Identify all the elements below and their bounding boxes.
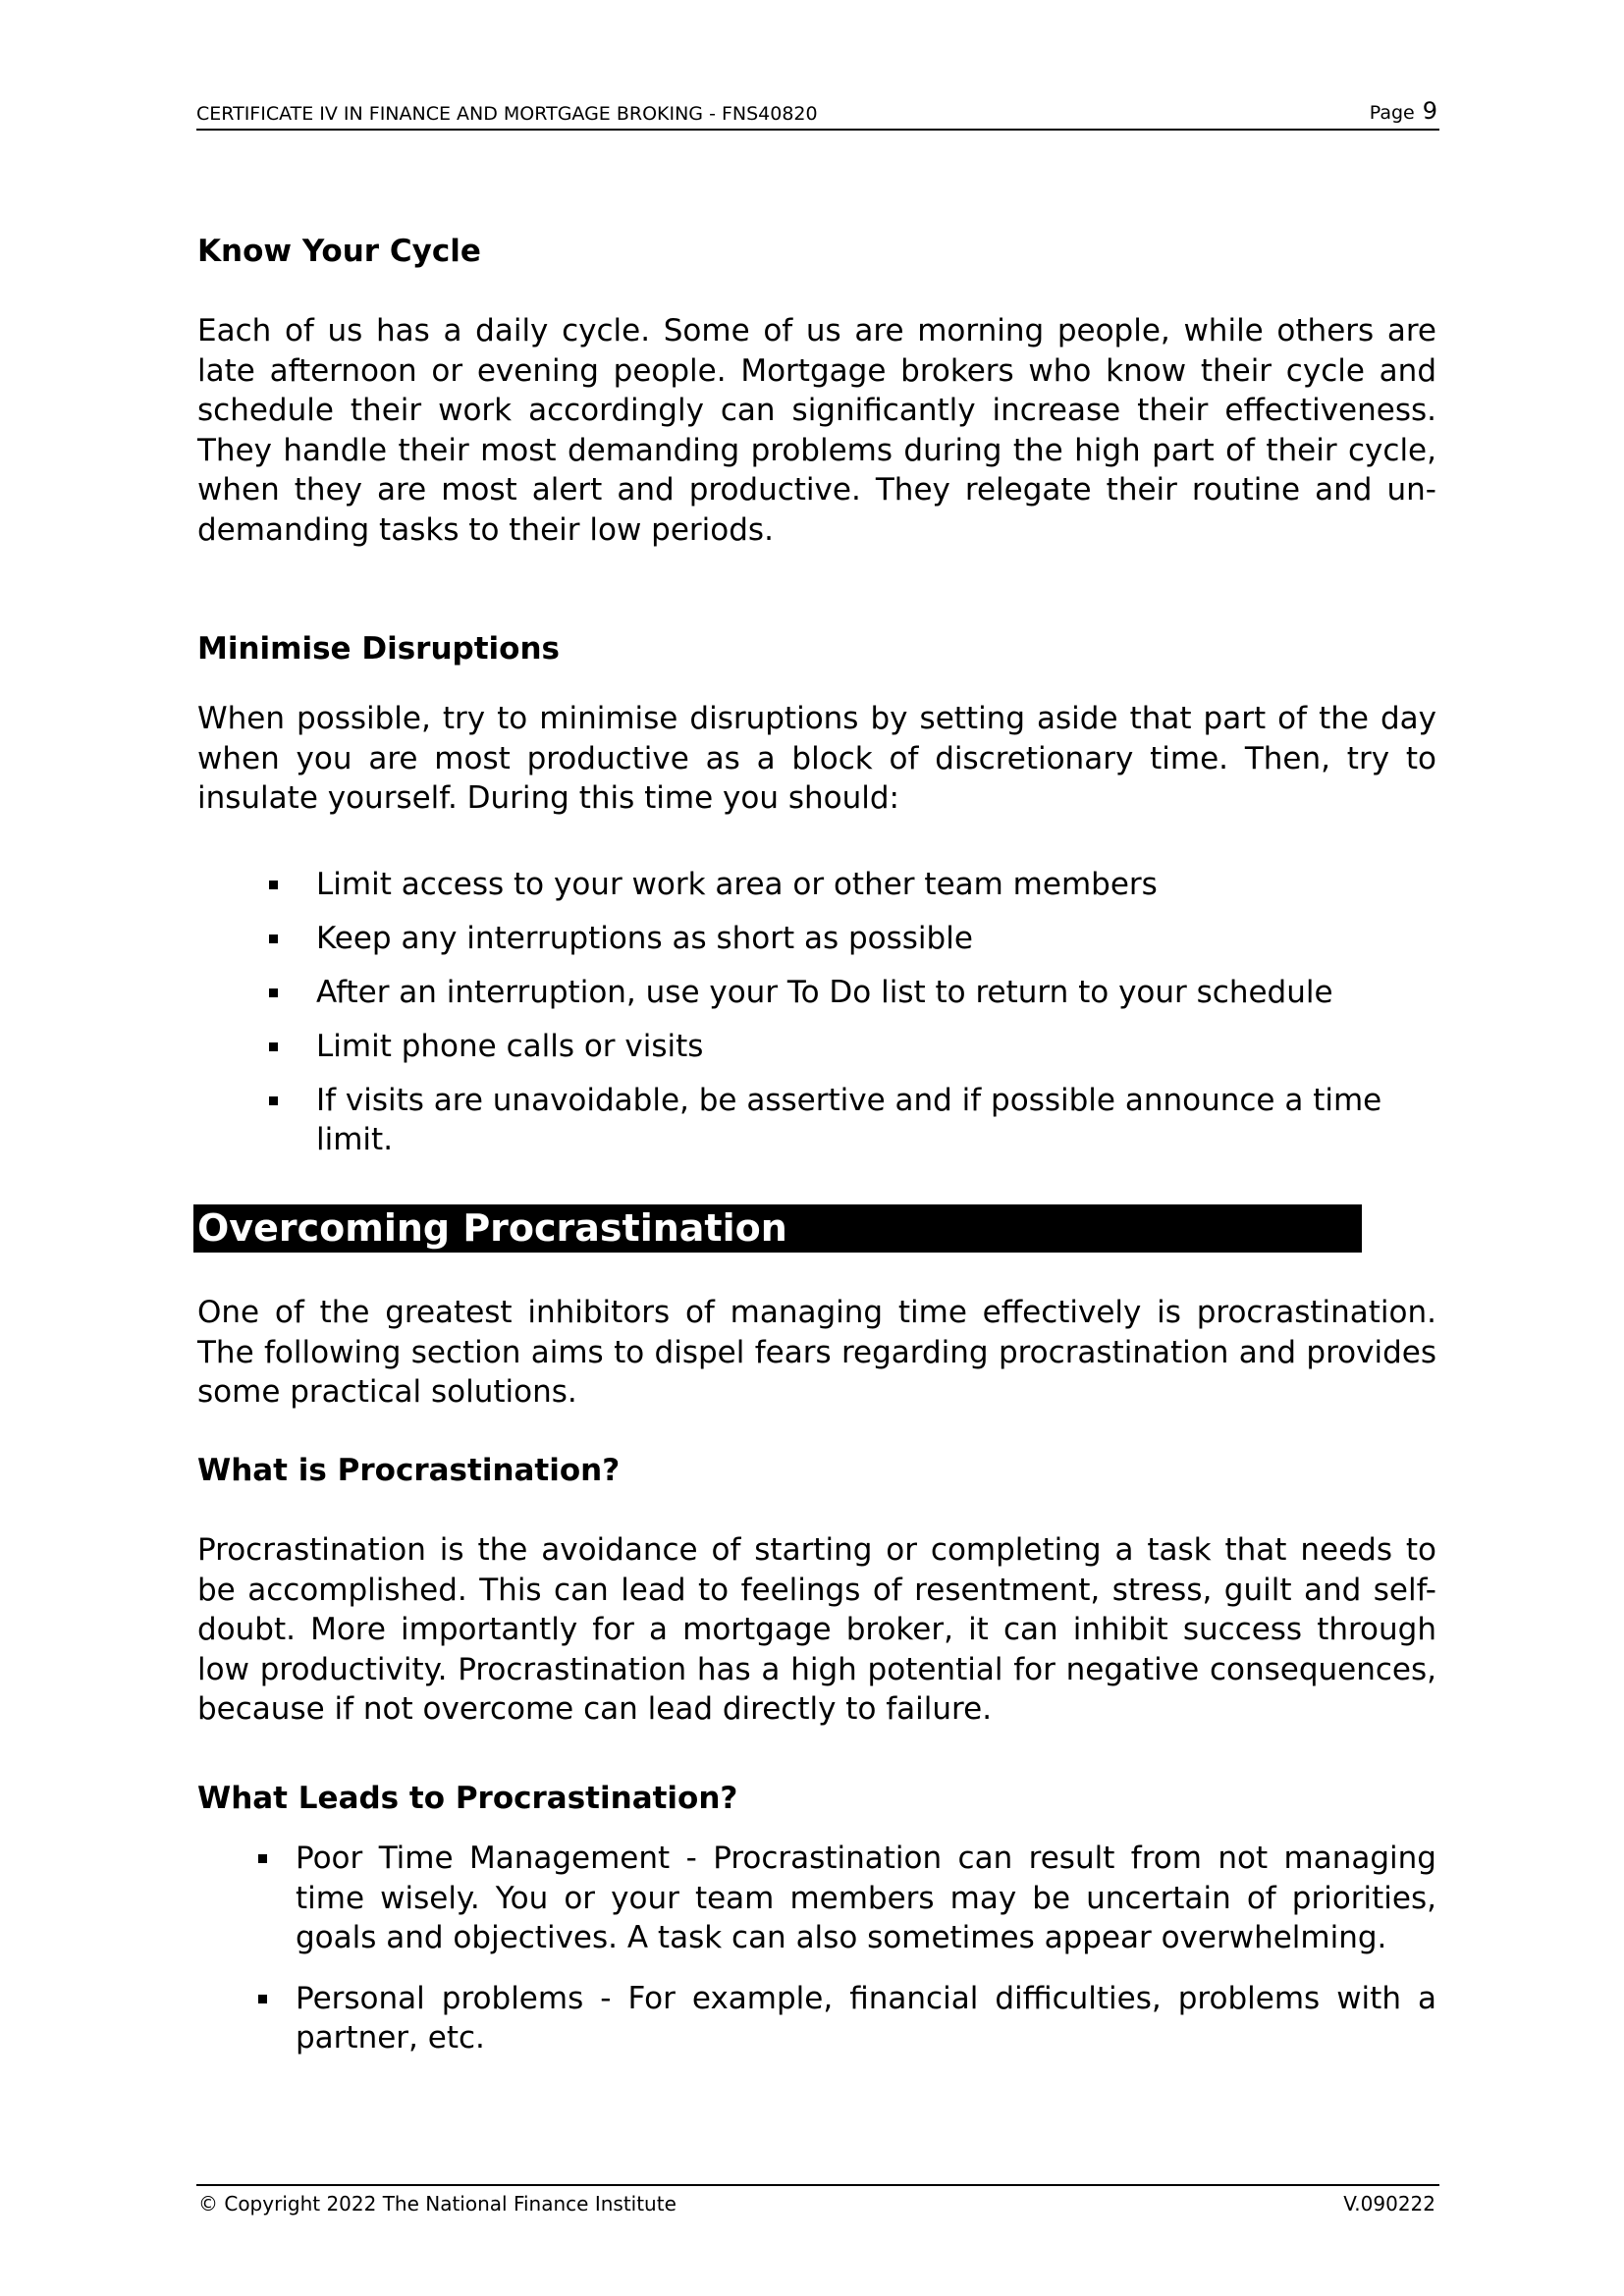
list-item <box>197 1081 1436 1157</box>
list-item-text: Limit access to your work area or other team members <box>316 867 1158 902</box>
procrastination-causes-list <box>197 1839 1436 2079</box>
bullet-square-icon <box>269 1042 278 1051</box>
section-banner-overcoming-procrastination: Overcoming Procrastination <box>193 1204 1362 1253</box>
document-title: CERTIFICATE IV IN FINANCE AND MORTGAGE BROKING - FNS40820 <box>196 103 818 125</box>
heading-what-is-procrastination: What is Procrastination? <box>197 1453 621 1488</box>
heading-what-leads-to-procrastination: What Leads to Procrastination? <box>197 1781 738 1816</box>
list-item <box>197 1979 1436 2058</box>
page-indicator <box>1370 97 1437 125</box>
list-item <box>197 865 1436 919</box>
list-item-text: After an interruption, use your To Do list to return to your schedule <box>316 975 1333 1010</box>
list-item <box>197 919 1436 973</box>
page-label: Page <box>1369 102 1415 124</box>
list-item-text: Keep any interruptions as short as possible <box>316 921 973 956</box>
paragraph-know-your-cycle: Each of us has a daily cycle. Some of us are morning people, while others are late afternoon or evening people. Mortgage brokers who know their cycle and schedule their work accordingly can significantly increase their effectiveness. They handle their most demanding problems during the high part of their cycle, when they are most alert and productive. They relegate their routine and un-demanding tasks to their low periods. <box>197 313 1436 548</box>
heading-know-your-cycle: Know Your Cycle <box>197 234 481 269</box>
list-item <box>197 1027 1436 1081</box>
list-item <box>197 1839 1436 1958</box>
heading-minimise-disruptions: Minimise Disruptions <box>197 631 560 667</box>
paragraph-what-is-procrastination: Procrastination is the avoidance of starting or completing a task that needs to be accomplished. This can lead to feelings of resentment, stress, guilt and self-doubt. More importantly for a mortgage broker, it can inhibit success through low productivity. Procrastination has a high potential for negative consequences, because if not overcome can lead directly to failure. <box>197 1532 1436 1727</box>
page-number: 9 <box>1422 97 1437 125</box>
version-label: V.090222 <box>1343 2192 1435 2216</box>
copyright-notice: © Copyright 2022 The National Finance Institute <box>198 2192 677 2216</box>
paragraph-minimise-disruptions: When possible, try to minimise disruptions by setting aside that part of the day when you are most productive as a block of discretionary time. Then, try to insulate yourself. During this time you should: <box>197 701 1436 816</box>
bullet-square-icon <box>269 934 278 943</box>
page-footer <box>196 2184 1439 2216</box>
list-item-text: Personal problems - For example, financial difficulties, problems with a partner, etc. <box>296 1980 1436 2056</box>
list-item-text: If visits are unavoidable, be assertive and if possible announce a time limit. <box>316 1083 1382 1157</box>
list-item-text: Limit phone calls or visits <box>316 1029 704 1064</box>
bullet-square-icon <box>269 988 278 997</box>
paragraph-overcoming-procrastination: One of the greatest inhibitors of managing time effectively is procrastination. The following section aims to dispel fears regarding procrastination and provides some practical solutions. <box>197 1295 1436 1410</box>
bullet-square-icon <box>258 1995 267 2003</box>
page-header <box>196 98 1439 131</box>
disruption-tips-list <box>197 865 1436 1157</box>
bullet-square-icon <box>269 1096 278 1105</box>
bullet-square-icon <box>269 881 278 889</box>
list-item-text: Poor Time Management - Procrastination can result from not managing time wisely. You or your team members may be uncertain of priorities, goals and objectives. A task can also sometimes appear overwhelming. <box>296 1841 1436 1955</box>
bullet-square-icon <box>258 1854 267 1863</box>
list-item <box>197 973 1436 1027</box>
